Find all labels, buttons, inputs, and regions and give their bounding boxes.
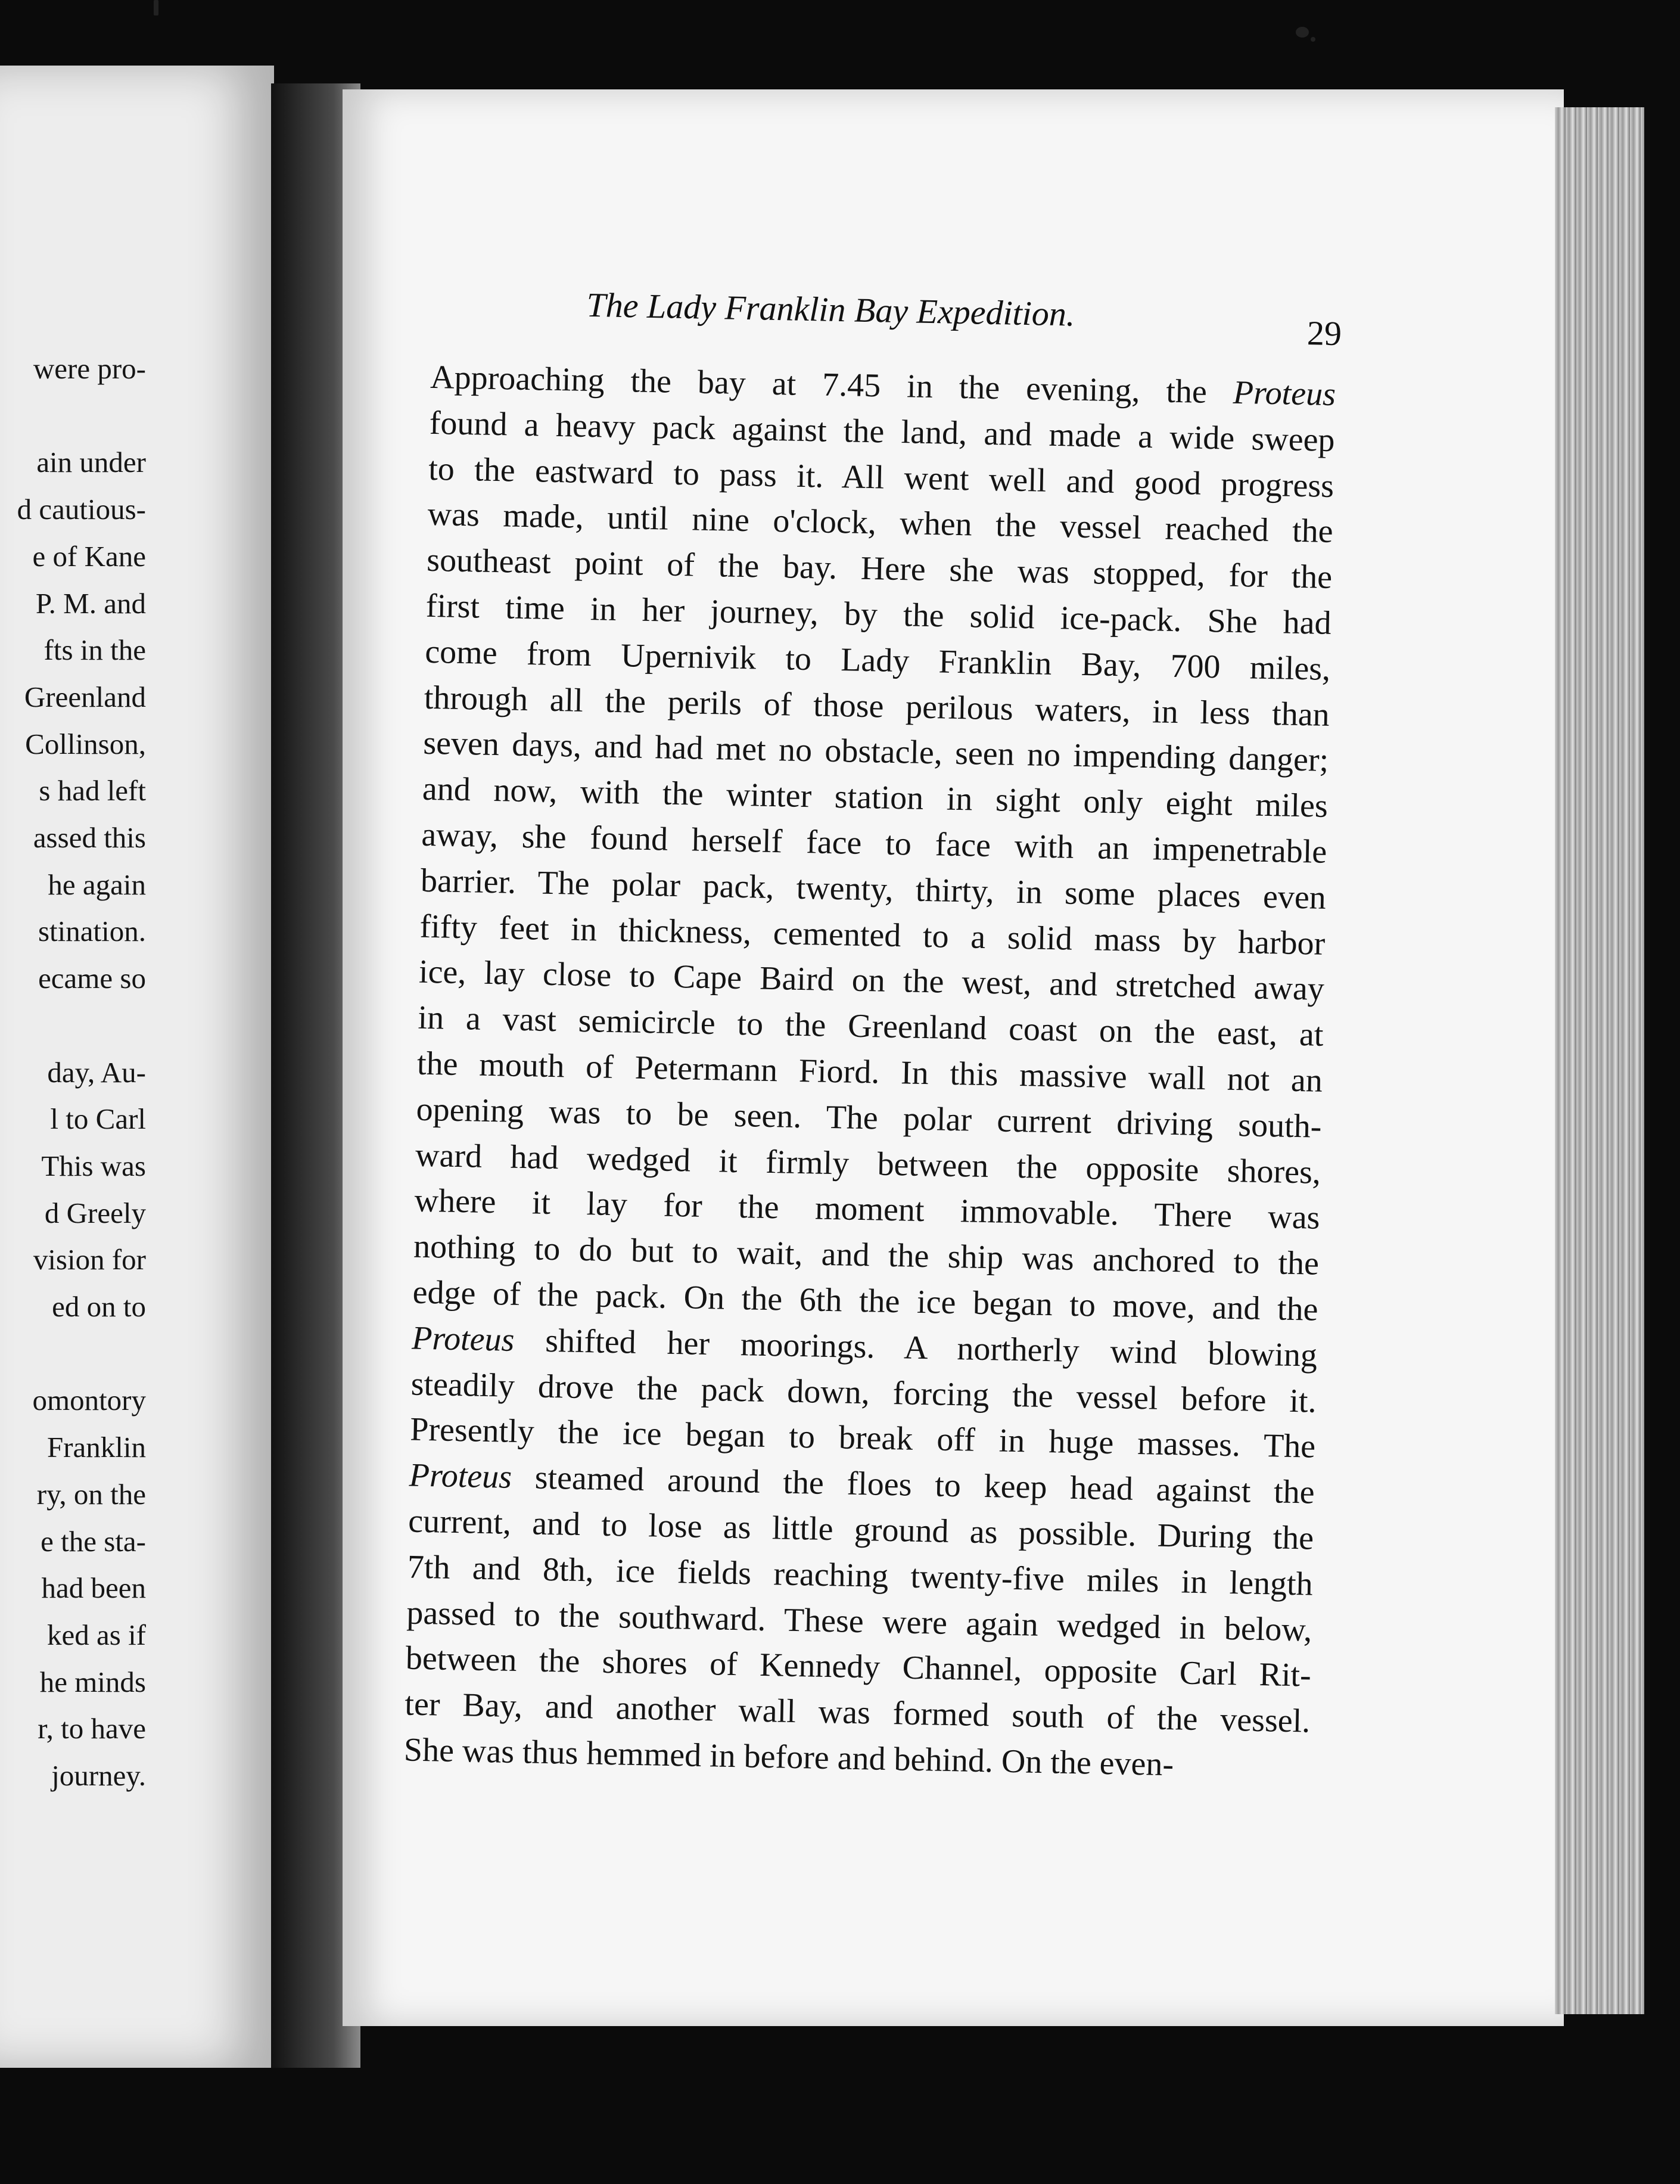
italic-ship-name: Proteus [411,1319,515,1359]
left-page-line: s had left [39,774,146,807]
left-page-line: omontory [32,1384,146,1417]
text-segment: ice, lay close to Cape Baird on the west, and stretched away [418,953,1325,1008]
left-page-line: fts in the [43,633,146,667]
text-segment: seven days, and had met no obstacle, seen no impending danger; [422,725,1329,779]
text-segment: where it lay for the moment immovable. There was [414,1182,1321,1237]
text-segment: to the eastward to pass it. All went well and good progress [428,450,1334,505]
left-page-line: Collinson, [25,727,146,760]
left-page-line: l to Carl [50,1102,146,1136]
left-page-line: d cautious- [17,493,146,526]
text-segment: and now, with the winter station in sight only eight miles [422,770,1329,825]
left-page-line: Greenland [24,680,146,713]
left-page-line: ain under [36,446,146,479]
ink-speck [1296,27,1309,38]
left-page-line: had been [41,1571,146,1605]
text-segment: away, she found herself face to face with an impenetrable [421,816,1327,871]
text-segment: edge of the pack. On the 6th the ice began to move, and the [412,1273,1319,1328]
left-page-line: P. M. and [35,586,146,620]
left-page-line: ed on to [52,1290,146,1324]
text-segment: in a vast semicircle to the Greenland coast on the east, at [418,999,1324,1054]
body-text [403,355,1336,1790]
text-segment: nothing to do but to wait, and the ship was anchored to the [413,1228,1320,1282]
left-page-line: he minds [39,1665,146,1698]
text-segment: come from Upernivik to Lady Franklin Bay, 700 miles, [424,633,1331,688]
left-page-line: journey. [51,1759,146,1792]
ink-speck [154,0,158,15]
left-page-line: Franklin [46,1431,146,1464]
text-segment: between the shores of Kennedy Channel, opposite Carl Rit- [405,1639,1312,1694]
left-page-line: vision for [33,1243,146,1276]
text-segment: southeast point of the bay. Here she was stopped, for the [426,541,1333,597]
text-segment: passed to the southward. These were again wedged in below, [406,1593,1312,1649]
left-page-line: assed this [33,821,146,855]
left-page-line: ry, on the [36,1477,146,1511]
left-page-line: This was [41,1149,146,1182]
running-head: The Lady Franklin Bay Expedition. [586,285,1076,334]
text-segment: current, and to lose as little ground as possible. During the [407,1502,1314,1557]
left-page-line: d Greely [44,1196,146,1229]
text-segment: fifty feet in thickness, cemented to a solid mass by harbor [419,908,1326,962]
text-segment: was made, until nine o'clock, when the vessel reached the [427,496,1334,551]
italic-ship-name: Proteus [1233,374,1336,414]
left-page-line: stination. [38,915,146,948]
left-page-line: ked as if [47,1618,146,1651]
text-segment: shifted her moorings. A northerly wind blowing [514,1321,1318,1374]
text-segment: barrier. The polar pack, twenty, thirty, in some places even [420,862,1327,917]
text-segment: She was thus hemmed in before and behind. On the even- [403,1731,1174,1784]
text-segment: first time in her journey, by the solid ice-pack. She had [425,587,1332,642]
text-segment: ter Bay, and another wall was formed south of the vessel. [404,1685,1311,1740]
left-page-line: ecame so [38,962,146,995]
left-page-line: day, Au- [47,1055,146,1089]
italic-ship-name: Proteus [409,1456,512,1496]
text-segment: steamed around the floes to keep head against the [511,1458,1315,1511]
text-segment: the mouth of Petermann Fiord. In this massive wall not an [416,1045,1323,1099]
ink-speck [1311,37,1315,42]
text-segment: opening was to be seen. The polar current driving south- [416,1091,1322,1145]
text-segment: ward had wedged it firmly between the opposite shores, [415,1136,1321,1191]
left-page-line: he again [48,868,146,901]
text-segment: steadily drove the pack down, forcing the vessel before it. [410,1365,1317,1420]
text-segment: 7th and 8th, ice fields reaching twenty-five miles in length [407,1548,1314,1603]
text-segment: found a heavy pack against the land, and made a wide sweep [429,404,1336,459]
page-number: 29 [1306,313,1342,353]
left-page-line: were pro- [33,352,146,385]
left-page-line: e of Kane [32,539,146,573]
text-segment: Approaching the bay at 7.45 in the evening, the [430,358,1234,411]
text-segment: Presently the ice began to break off in huge masses. The [409,1411,1316,1466]
left-page-line: e the sta- [41,1524,146,1558]
text-segment: through all the perils of those perilous waters, in less than [424,679,1330,734]
left-page-line: r, to have [38,1712,146,1745]
